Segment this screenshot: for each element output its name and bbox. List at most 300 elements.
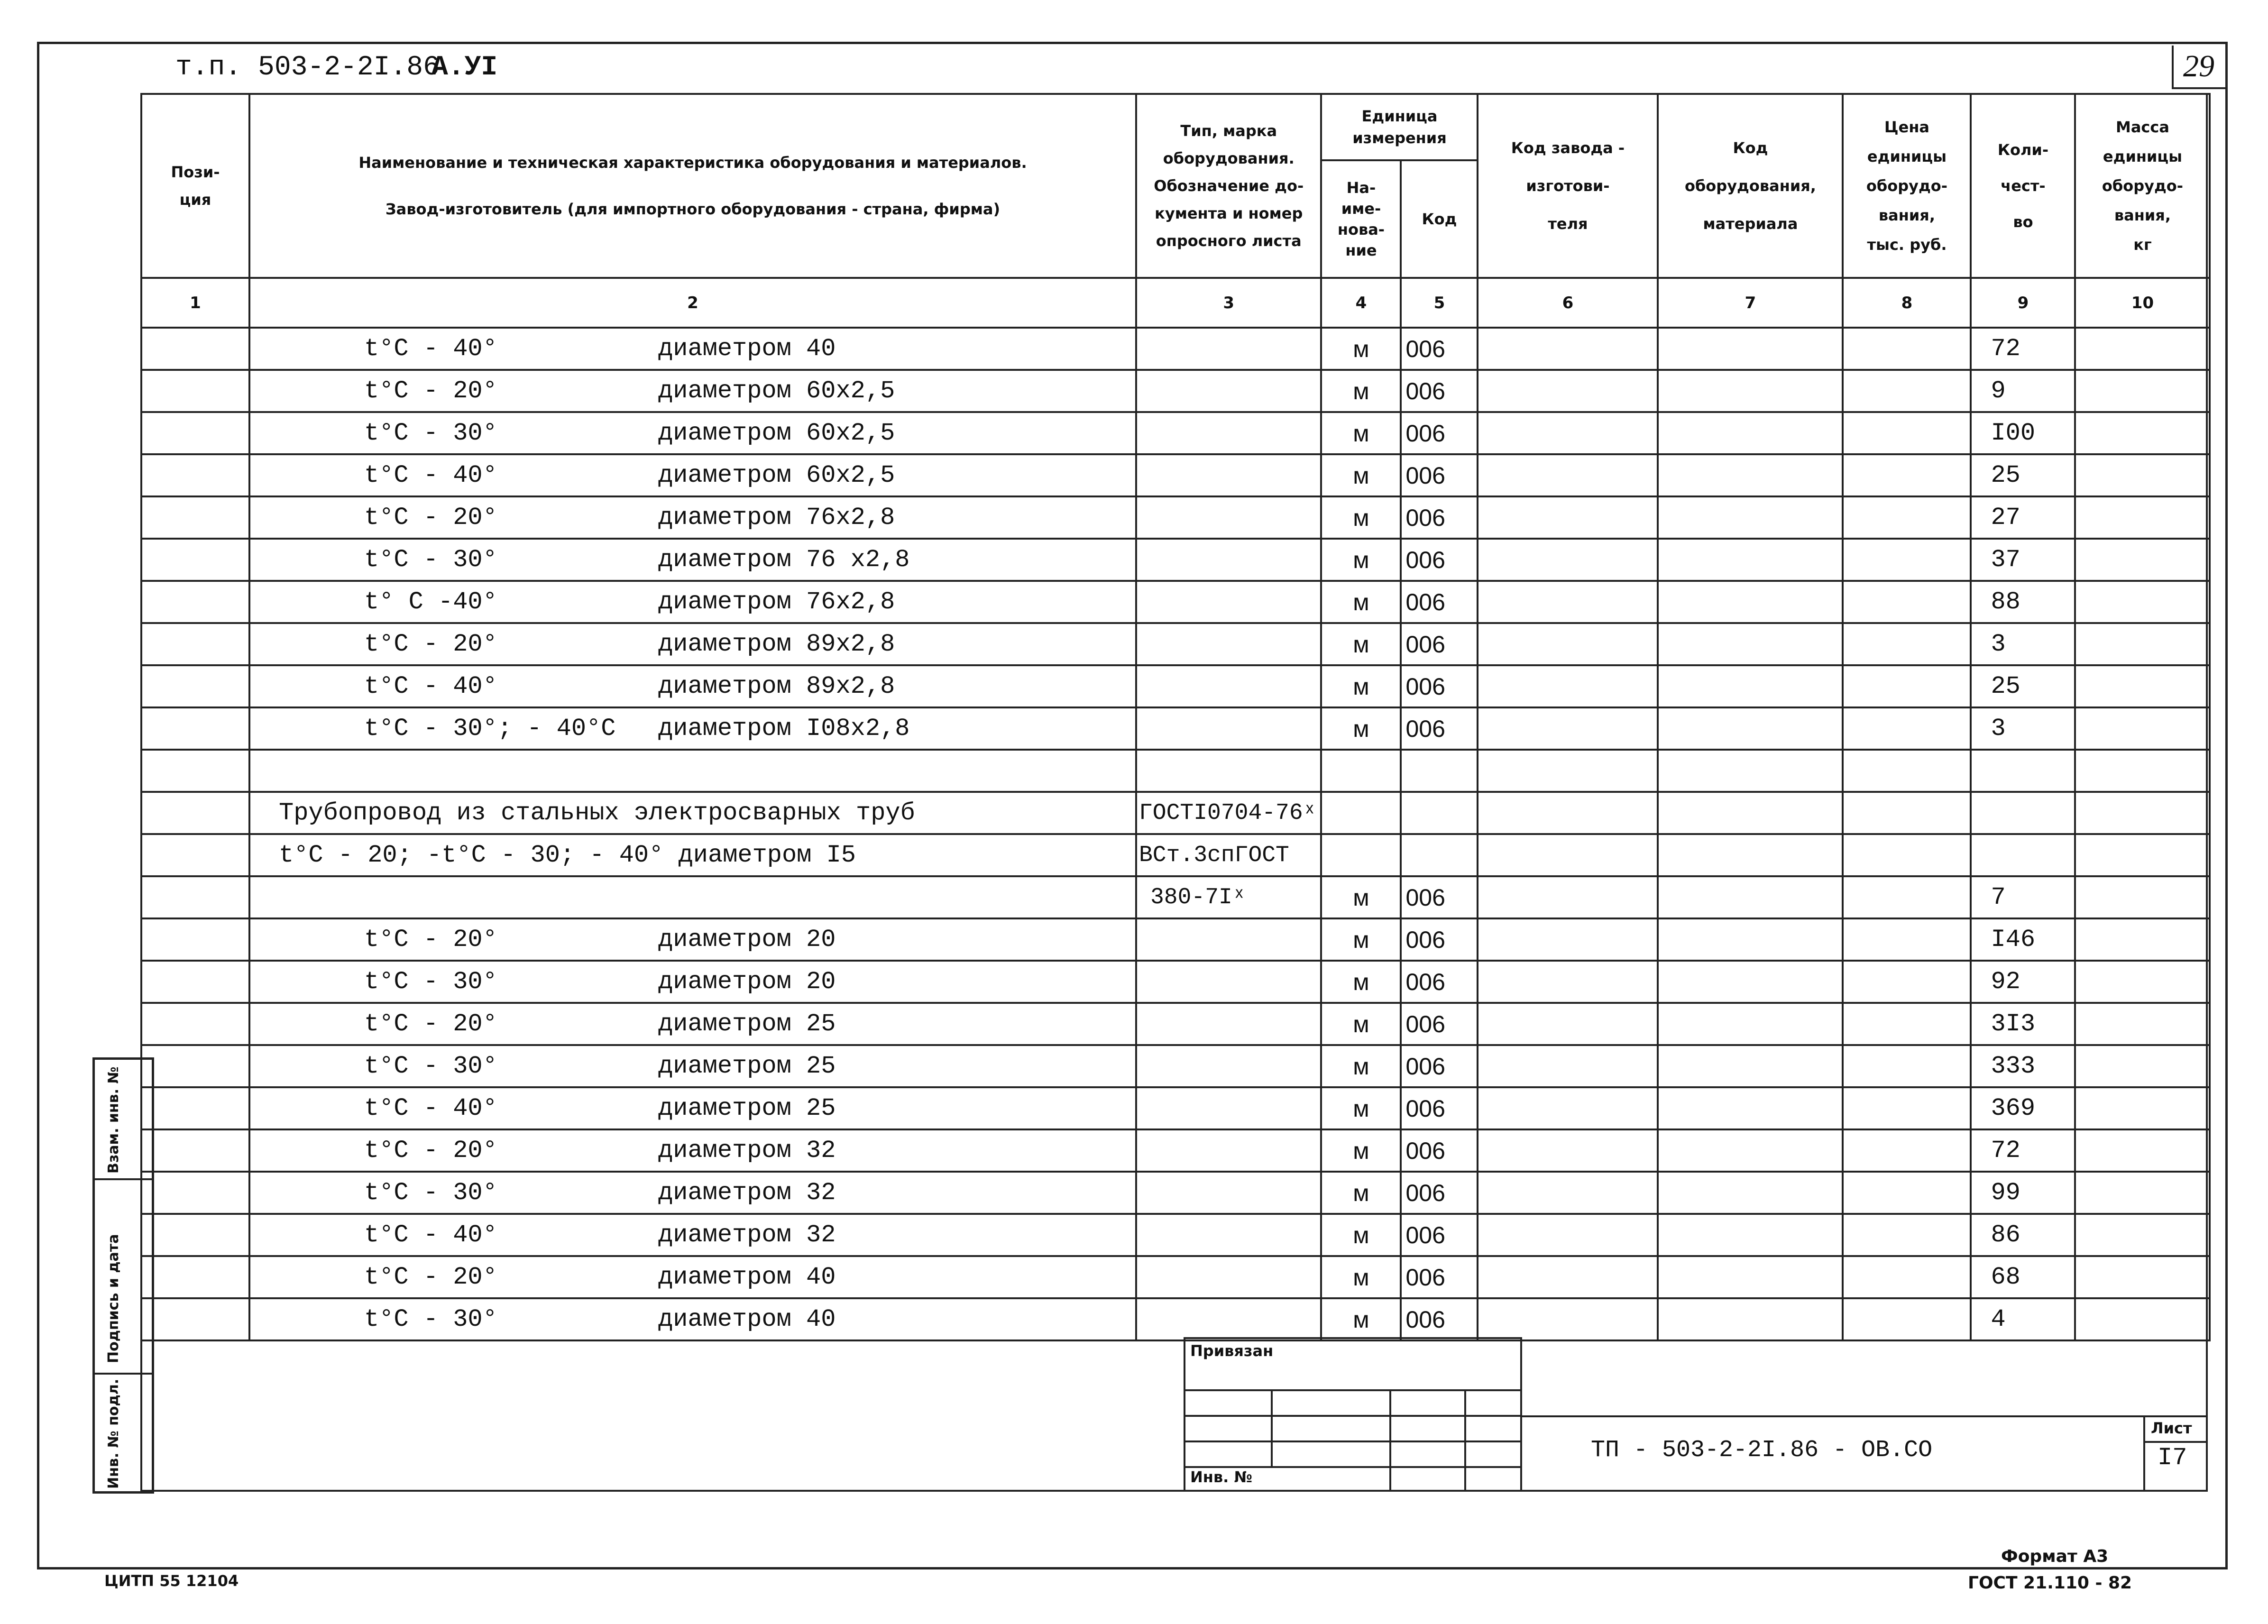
position-cell	[141, 581, 249, 623]
diameter-text: диаметром 25	[658, 1094, 836, 1122]
code-cell: 006	[1401, 328, 1478, 370]
equipment-code-cell	[1658, 370, 1843, 412]
privyazan-box	[1184, 1337, 1522, 1492]
price-cell	[1843, 918, 1971, 961]
code-cell: 006	[1401, 370, 1478, 412]
code-cell: 006	[1401, 707, 1478, 750]
diameter-text: диаметром 20	[658, 968, 836, 996]
unit-cell: м	[1321, 1214, 1401, 1256]
equipment-code-cell	[1658, 918, 1843, 961]
table-row	[141, 1045, 2210, 1087]
spec-table	[140, 93, 2211, 1341]
equipment-code-cell	[1658, 1003, 1843, 1045]
code-cell: 006	[1401, 1087, 1478, 1129]
temperature-text: t°C - 30°	[364, 1179, 497, 1207]
mass-cell	[2075, 581, 2210, 623]
plant-code-cell	[1478, 370, 1658, 412]
table-row	[141, 412, 2210, 454]
plant-code-cell	[1478, 1045, 1658, 1087]
table-row	[141, 1087, 2210, 1129]
mass-cell	[2075, 1214, 2210, 1256]
sheet-number: 29	[2183, 49, 2214, 83]
temperature-text: t°C - 20°	[364, 1010, 497, 1038]
type-cell	[1136, 665, 1321, 707]
type-cell	[1136, 1256, 1321, 1298]
type-cell	[1136, 539, 1321, 581]
unit-cell: м	[1321, 496, 1401, 539]
qty-cell: 7	[1971, 876, 2075, 918]
type-cell	[1136, 707, 1321, 750]
footer-left: ЦИТП 55 12104	[104, 1572, 239, 1590]
code-cell: 006	[1401, 581, 1478, 623]
type-cell	[1136, 370, 1321, 412]
diameter-text: диаметром 76 x2,8	[658, 546, 910, 574]
position-cell	[141, 370, 249, 412]
price-cell	[1843, 370, 1971, 412]
plant-code-cell	[1478, 918, 1658, 961]
temperature-text: t°C - 30°; - 40°C	[364, 715, 616, 743]
section-line2-type: ВСт.3спГОСТ	[1136, 834, 1321, 876]
price-cell	[1843, 539, 1971, 581]
unit-cell: м	[1321, 876, 1401, 918]
temperature-text: t°C - 30°	[364, 968, 497, 996]
position-cell	[141, 1003, 249, 1045]
price-cell	[1843, 1129, 1971, 1172]
item-description	[249, 918, 1136, 961]
price-cell	[1843, 665, 1971, 707]
temperature-text: t°C - 40°	[364, 1221, 497, 1249]
table-row	[141, 1256, 2210, 1298]
position-cell	[141, 623, 249, 665]
item-description	[249, 665, 1136, 707]
equipment-code-cell	[1658, 454, 1843, 496]
price-cell	[1843, 454, 1971, 496]
col-num: 10	[2075, 278, 2210, 328]
header-name-line2: Завод-изготовитель (для импортного оборудования - страна, фирма)	[385, 200, 1001, 218]
item-description	[249, 1087, 1136, 1129]
sheet-number-box	[2172, 46, 2226, 89]
unit-cell: м	[1321, 1129, 1401, 1172]
mass-cell	[2075, 328, 2210, 370]
type-cell	[1136, 1298, 1321, 1340]
equipment-code-cell	[1658, 623, 1843, 665]
equipment-code-cell	[1658, 328, 1843, 370]
diameter-text: диаметром 40	[658, 335, 836, 363]
table-row	[141, 370, 2210, 412]
table-row	[141, 1214, 2210, 1256]
item-description	[249, 1214, 1136, 1256]
plant-code-cell	[1478, 496, 1658, 539]
diameter-text: диаметром 76x2,8	[658, 588, 895, 616]
type-cell	[1136, 454, 1321, 496]
table-row	[141, 665, 2210, 707]
temperature-text: t°C - 40°	[364, 335, 497, 363]
col-num: 6	[1478, 278, 1658, 328]
section-line2-row	[141, 834, 2210, 876]
plant-code-cell	[1478, 581, 1658, 623]
temperature-text: t°C - 30°	[364, 419, 497, 447]
column-number-row	[141, 278, 2210, 328]
unit-cell: м	[1321, 1087, 1401, 1129]
qty-cell: 9	[1971, 370, 2075, 412]
qty-cell: 25	[1971, 454, 2075, 496]
unit-cell: м	[1321, 1045, 1401, 1087]
code-cell: 006	[1401, 1298, 1478, 1340]
temperature-text: t°C - 20°	[364, 1263, 497, 1291]
mass-cell	[2075, 454, 2210, 496]
document-code: ТП - 503-2-2I.86 - ОВ.СО	[1591, 1437, 1933, 1464]
mass-cell	[2075, 1129, 2210, 1172]
mass-cell	[2075, 539, 2210, 581]
item-description	[249, 961, 1136, 1003]
diameter-text: диаметром 25	[658, 1052, 836, 1080]
table-row	[141, 496, 2210, 539]
header-quantity: Коли- чест- во	[1971, 94, 2075, 278]
price-cell	[1843, 1298, 1971, 1340]
type-cell	[1136, 1087, 1321, 1129]
item-description	[249, 1298, 1136, 1340]
unit-cell: м	[1321, 707, 1401, 750]
position-cell	[141, 918, 249, 961]
list-label: Лист	[2151, 1419, 2192, 1437]
plant-code-cell	[1478, 1256, 1658, 1298]
qty-cell: 3	[1971, 707, 2075, 750]
table-row	[141, 961, 2210, 1003]
equipment-code-cell	[1658, 707, 1843, 750]
position-cell	[141, 1214, 249, 1256]
unit-cell: м	[1321, 1172, 1401, 1214]
price-cell	[1843, 1172, 1971, 1214]
qty-cell: 86	[1971, 1214, 2075, 1256]
position-cell	[141, 1087, 249, 1129]
table-row	[141, 454, 2210, 496]
plant-code-cell	[1478, 1172, 1658, 1214]
table-row	[141, 581, 2210, 623]
position-cell	[141, 496, 249, 539]
code-cell: 006	[1401, 876, 1478, 918]
rows-group-2	[141, 918, 2210, 1340]
footer-format: Формат А3	[2001, 1547, 2109, 1566]
side-label-vzam: Взам. инв. №	[105, 1066, 122, 1174]
plant-code-cell	[1478, 454, 1658, 496]
item-description	[249, 1172, 1136, 1214]
header-mass: Масса единицы оборудо- вания, кг	[2075, 94, 2210, 278]
qty-cell: 27	[1971, 496, 2075, 539]
diameter-text: диаметром 60x2,5	[658, 377, 895, 405]
list-box	[2143, 1415, 2208, 1492]
diameter-text: диаметром 32	[658, 1137, 836, 1165]
code-cell: 006	[1401, 1172, 1478, 1214]
mass-cell	[2075, 1172, 2210, 1214]
plant-code-cell	[1478, 623, 1658, 665]
table-row	[141, 1298, 2210, 1340]
temperature-text: t°C - 30°	[364, 1052, 497, 1080]
qty-cell: 99	[1971, 1172, 2075, 1214]
item-description	[249, 328, 1136, 370]
unit-cell: м	[1321, 1256, 1401, 1298]
unit-cell: м	[1321, 328, 1401, 370]
col-num: 7	[1658, 278, 1843, 328]
plant-code-cell	[1478, 1214, 1658, 1256]
col-num: 8	[1843, 278, 1971, 328]
table-row	[141, 539, 2210, 581]
equipment-code-cell	[1658, 1172, 1843, 1214]
temperature-text: t°C - 20°	[364, 1137, 497, 1165]
price-cell	[1843, 961, 1971, 1003]
unit-cell: м	[1321, 412, 1401, 454]
top-album: А.УI	[432, 52, 498, 83]
col-num: 5	[1401, 278, 1478, 328]
section-line3-type: 380-7Iˣ	[1136, 876, 1321, 918]
temperature-text: t°C - 40°	[364, 461, 497, 489]
equipment-code-cell	[1658, 1129, 1843, 1172]
unit-cell: м	[1321, 1003, 1401, 1045]
code-cell: 006	[1401, 1045, 1478, 1087]
qty-cell: I46	[1971, 918, 2075, 961]
mass-cell	[2075, 961, 2210, 1003]
header-unit-name: На- име- нова- ние	[1321, 160, 1401, 278]
temperature-text: t°C - 30°	[364, 546, 497, 574]
qty-cell: 333	[1971, 1045, 2075, 1087]
type-cell	[1136, 918, 1321, 961]
diameter-text: диаметром 32	[658, 1221, 836, 1249]
price-cell	[1843, 1045, 1971, 1087]
header-price: Цена единицы оборудо- вания, тыс. руб.	[1843, 94, 1971, 278]
code-cell: 006	[1401, 623, 1478, 665]
equipment-code-cell	[1658, 665, 1843, 707]
temperature-text: t°C - 20°	[364, 377, 497, 405]
code-cell: 006	[1401, 539, 1478, 581]
code-cell: 006	[1401, 412, 1478, 454]
section-line2: t°C - 20; -t°C - 30; - 40° диаметром I5	[249, 834, 1136, 876]
temperature-text: t°C - 40°	[364, 672, 497, 700]
code-cell: 006	[1401, 918, 1478, 961]
header-plant-code: Код завода - изготови- теля	[1478, 94, 1658, 278]
qty-cell: 4	[1971, 1298, 2075, 1340]
diameter-text: диаметром 20	[658, 926, 836, 954]
position-cell	[141, 412, 249, 454]
qty-cell: 37	[1971, 539, 2075, 581]
header-name-line1: Наименование и техническая характеристика оборудования и материалов.	[358, 154, 1027, 172]
mass-cell	[2075, 665, 2210, 707]
temperature-text: t°C - 20°	[364, 504, 497, 532]
unit-cell: м	[1321, 539, 1401, 581]
position-cell	[141, 1256, 249, 1298]
section-title-row	[141, 792, 2210, 834]
header-name	[249, 94, 1136, 278]
item-description	[249, 454, 1136, 496]
price-cell	[1843, 581, 1971, 623]
table-row	[141, 623, 2210, 665]
diameter-text: диаметром 25	[658, 1010, 836, 1038]
header-unit-code: Код	[1401, 160, 1478, 278]
unit-cell: м	[1321, 1298, 1401, 1340]
code-cell: 006	[1401, 454, 1478, 496]
position-cell	[141, 665, 249, 707]
plant-code-cell	[1478, 1003, 1658, 1045]
mass-cell	[2075, 1087, 2210, 1129]
col-num: 3	[1136, 278, 1321, 328]
table-row	[141, 328, 2210, 370]
price-cell	[1843, 1256, 1971, 1298]
type-cell	[1136, 1214, 1321, 1256]
diameter-text: диаметром 89x2,8	[658, 630, 895, 658]
qty-cell: 369	[1971, 1087, 2075, 1129]
price-cell	[1843, 412, 1971, 454]
mass-cell	[2075, 370, 2210, 412]
plant-code-cell	[1478, 1129, 1658, 1172]
type-cell	[1136, 1129, 1321, 1172]
qty-cell: 88	[1971, 581, 2075, 623]
item-description	[249, 623, 1136, 665]
type-cell	[1136, 1172, 1321, 1214]
table-row	[141, 918, 2210, 961]
position-cell	[141, 328, 249, 370]
side-label-podpis: Подпись и дата	[105, 1234, 122, 1363]
diameter-text: диаметром 60x2,5	[658, 419, 895, 447]
equipment-code-cell	[1658, 1087, 1843, 1129]
position-cell	[141, 454, 249, 496]
title-block-line	[1522, 1415, 2208, 1417]
plant-code-cell	[1478, 539, 1658, 581]
equipment-code-cell	[1658, 961, 1843, 1003]
col-num: 2	[249, 278, 1136, 328]
header-type: Тип, марка оборудования. Обозначение до- кумента и номер опросного листа	[1136, 94, 1321, 278]
type-cell	[1136, 412, 1321, 454]
type-cell	[1136, 961, 1321, 1003]
position-cell	[141, 1129, 249, 1172]
code-cell: 006	[1401, 665, 1478, 707]
mass-cell	[2075, 918, 2210, 961]
unit-cell: м	[1321, 665, 1401, 707]
code-cell: 006	[1401, 496, 1478, 539]
plant-code-cell	[1478, 1298, 1658, 1340]
table-row	[141, 1129, 2210, 1172]
mass-cell	[2075, 496, 2210, 539]
mass-cell	[2075, 1256, 2210, 1298]
temperature-text: t°C - 40°	[364, 1094, 497, 1122]
privyazan-label: Привязан	[1190, 1342, 1274, 1360]
diameter-text: диаметром I08x2,8	[658, 715, 910, 743]
code-cell: 006	[1401, 1214, 1478, 1256]
item-description	[249, 707, 1136, 750]
section-title: Трубопровод из стальных электросварных труб	[249, 792, 1136, 834]
equipment-code-cell	[1658, 496, 1843, 539]
temperature-text: t°C - 20°	[364, 926, 497, 954]
header-row-1	[141, 94, 2210, 160]
qty-cell: 3I3	[1971, 1003, 2075, 1045]
plant-code-cell	[1478, 707, 1658, 750]
item-description	[249, 539, 1136, 581]
qty-cell: 72	[1971, 1129, 2075, 1172]
equipment-code-cell	[1658, 1256, 1843, 1298]
diameter-text: диаметром 76x2,8	[658, 504, 895, 532]
code-cell: 006	[1401, 1256, 1478, 1298]
type-cell	[1136, 328, 1321, 370]
equipment-code-cell	[1658, 412, 1843, 454]
footer-gost: ГОСТ 21.110 - 82	[1968, 1573, 2132, 1593]
diameter-text: диаметром 89x2,8	[658, 672, 895, 700]
plant-code-cell	[1478, 665, 1658, 707]
equipment-code-cell	[1658, 1214, 1843, 1256]
item-description	[249, 581, 1136, 623]
item-description	[249, 1003, 1136, 1045]
rows-group-1	[141, 328, 2210, 750]
type-cell	[1136, 496, 1321, 539]
price-cell	[1843, 1003, 1971, 1045]
equipment-code-cell	[1658, 1045, 1843, 1087]
qty-cell: 92	[1971, 961, 2075, 1003]
unit-cell: м	[1321, 961, 1401, 1003]
equipment-code-cell	[1658, 539, 1843, 581]
qty-cell: 3	[1971, 623, 2075, 665]
side-label-inv: Инв. № подл.	[105, 1378, 122, 1489]
type-cell	[1136, 1045, 1321, 1087]
mass-cell	[2075, 1003, 2210, 1045]
item-description	[249, 412, 1136, 454]
header-position: Пози- ция	[141, 94, 249, 278]
table-row	[141, 1172, 2210, 1214]
code-cell: 006	[1401, 1003, 1478, 1045]
code-cell: 006	[1401, 1129, 1478, 1172]
mass-cell	[2075, 1045, 2210, 1087]
type-cell	[1136, 581, 1321, 623]
plant-code-cell	[1478, 1087, 1658, 1129]
col-num: 1	[141, 278, 249, 328]
blank-row	[141, 750, 2210, 792]
code-cell: 006	[1401, 961, 1478, 1003]
price-cell	[1843, 1087, 1971, 1129]
diameter-text: диаметром 60x2,5	[658, 461, 895, 489]
inv-no-label: Инв. №	[1190, 1468, 1252, 1486]
plant-code-cell	[1478, 412, 1658, 454]
mass-cell	[2075, 1298, 2210, 1340]
temperature-text: t° C -40°	[364, 588, 497, 616]
col-num: 4	[1321, 278, 1401, 328]
price-cell	[1843, 328, 1971, 370]
price-cell	[1843, 707, 1971, 750]
col-num: 9	[1971, 278, 2075, 328]
qty-cell: 68	[1971, 1256, 2075, 1298]
header-equipment-code: Код оборудования, материала	[1658, 94, 1843, 278]
price-cell	[1843, 496, 1971, 539]
mass-cell	[2075, 623, 2210, 665]
position-cell	[141, 961, 249, 1003]
position-cell	[141, 539, 249, 581]
qty-cell: I00	[1971, 412, 2075, 454]
mass-cell	[2075, 707, 2210, 750]
diameter-text: диаметром 40	[658, 1305, 836, 1333]
unit-cell: м	[1321, 623, 1401, 665]
section-title-type: ГОСТI0704-76ˣ	[1136, 792, 1321, 834]
qty-cell: 72	[1971, 328, 2075, 370]
type-cell	[1136, 623, 1321, 665]
equipment-code-cell	[1658, 581, 1843, 623]
list-number: I7	[2158, 1444, 2187, 1472]
temperature-text: t°C - 30°	[364, 1305, 497, 1333]
item-description	[249, 1045, 1136, 1087]
section-line3-row	[141, 876, 2210, 918]
side-binding-strip	[92, 1057, 154, 1494]
price-cell	[1843, 623, 1971, 665]
unit-cell: м	[1321, 454, 1401, 496]
diameter-text: диаметром 40	[658, 1263, 836, 1291]
position-cell	[141, 1045, 249, 1087]
top-code: т.п. 503-2-2I.86	[175, 52, 440, 83]
position-cell	[141, 1172, 249, 1214]
position-cell	[141, 1298, 249, 1340]
type-cell	[1136, 1003, 1321, 1045]
